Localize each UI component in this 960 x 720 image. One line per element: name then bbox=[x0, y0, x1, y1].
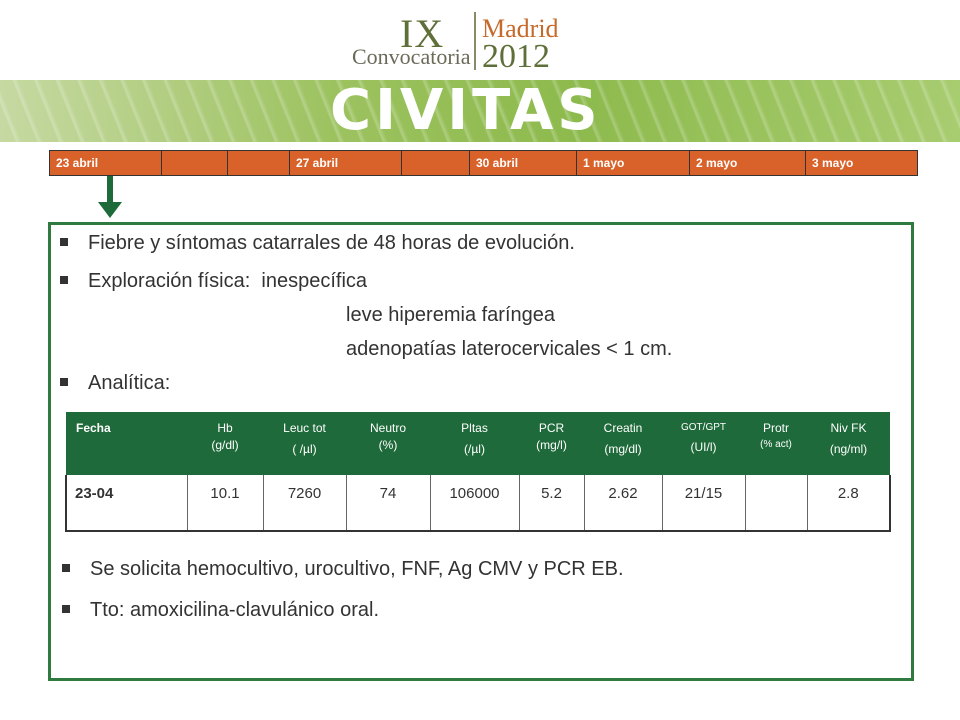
bullet-square-icon bbox=[62, 605, 70, 613]
logo-divider bbox=[474, 12, 476, 70]
lab-results-table bbox=[65, 412, 891, 532]
bullet-square-icon bbox=[60, 276, 68, 284]
civitas-banner bbox=[0, 80, 960, 142]
timeline-cell: 1 mayo bbox=[577, 151, 690, 175]
table-cell: 7260 bbox=[263, 475, 346, 531]
timeline-cell: 30 abril bbox=[470, 151, 577, 175]
timeline-cell: 27 abril bbox=[290, 151, 402, 175]
table-cell: 2.8 bbox=[807, 475, 890, 531]
table-cell: 5.2 bbox=[519, 475, 584, 531]
column-header: Hb (g/dl) bbox=[187, 412, 263, 475]
table-row bbox=[66, 475, 890, 531]
timeline-arrow-icon bbox=[107, 176, 113, 204]
table-cell: 21/15 bbox=[662, 475, 745, 531]
column-header: Pltas (/µl) bbox=[430, 412, 519, 475]
column-header: Protr (% act) bbox=[745, 412, 807, 475]
table-cell: 74 bbox=[346, 475, 430, 531]
exam-finding: leve hiperemia faríngea bbox=[346, 304, 556, 326]
exam-finding: adenopatías laterocervicales < 1 cm. bbox=[346, 338, 673, 360]
timeline-cell bbox=[162, 151, 228, 175]
logo-year: 2012 bbox=[482, 38, 550, 75]
bullet-square-icon bbox=[60, 378, 68, 386]
logo-edition: IX bbox=[400, 11, 445, 56]
column-header: Leuc tot ( /µl) bbox=[263, 412, 346, 475]
bullet-text: Analítica: bbox=[88, 372, 171, 394]
bullet-square-icon bbox=[60, 238, 68, 246]
column-header: Creatin (mg/dl) bbox=[584, 412, 662, 475]
column-header: PCR (mg/l) bbox=[519, 412, 584, 475]
bullet-text: Tto: amoxicilina-clavulánico oral. bbox=[90, 599, 380, 621]
bullet-square-icon bbox=[62, 564, 70, 572]
bullet-text: Se solicita hemocultivo, urocultivo, FNF, Ag CMV y PCR EB. bbox=[90, 558, 624, 580]
bullet-fiebre bbox=[60, 232, 575, 255]
arrow-head-icon bbox=[98, 202, 122, 218]
bullet-solicita bbox=[62, 558, 624, 581]
bullet-text: Exploración física: inespecífica bbox=[88, 270, 368, 292]
column-header: Niv FK (ng/ml) bbox=[807, 412, 890, 475]
table-cell: 23-04 bbox=[66, 475, 187, 531]
timeline-cell bbox=[402, 151, 470, 175]
column-header: GOT/GPT (UI/l) bbox=[662, 412, 745, 475]
bullet-analitica bbox=[60, 372, 170, 395]
banner-title: CIVITAS bbox=[330, 80, 602, 142]
timeline-cell bbox=[228, 151, 290, 175]
timeline-cell: 2 mayo bbox=[690, 151, 806, 175]
bullet-text: Fiebre y síntomas catarrales de 48 horas de evolución. bbox=[88, 232, 575, 254]
timeline-bar bbox=[49, 150, 918, 176]
table-cell bbox=[745, 475, 807, 531]
table-header-row bbox=[66, 412, 890, 475]
logo-convocatoria: Convocatoria bbox=[352, 44, 471, 69]
bullet-exploracion bbox=[60, 270, 367, 293]
table-cell: 10.1 bbox=[187, 475, 263, 531]
timeline-cell: 3 mayo bbox=[806, 151, 917, 175]
bullet-tratamiento bbox=[62, 599, 379, 622]
table-cell: 2.62 bbox=[584, 475, 662, 531]
table-cell: 106000 bbox=[430, 475, 519, 531]
logo-city: Madrid bbox=[482, 14, 559, 43]
column-header: Neutro (%) bbox=[346, 412, 430, 475]
column-header: Fecha bbox=[66, 412, 187, 475]
timeline-cell: 23 abril bbox=[50, 151, 162, 175]
event-logo bbox=[0, 0, 960, 80]
